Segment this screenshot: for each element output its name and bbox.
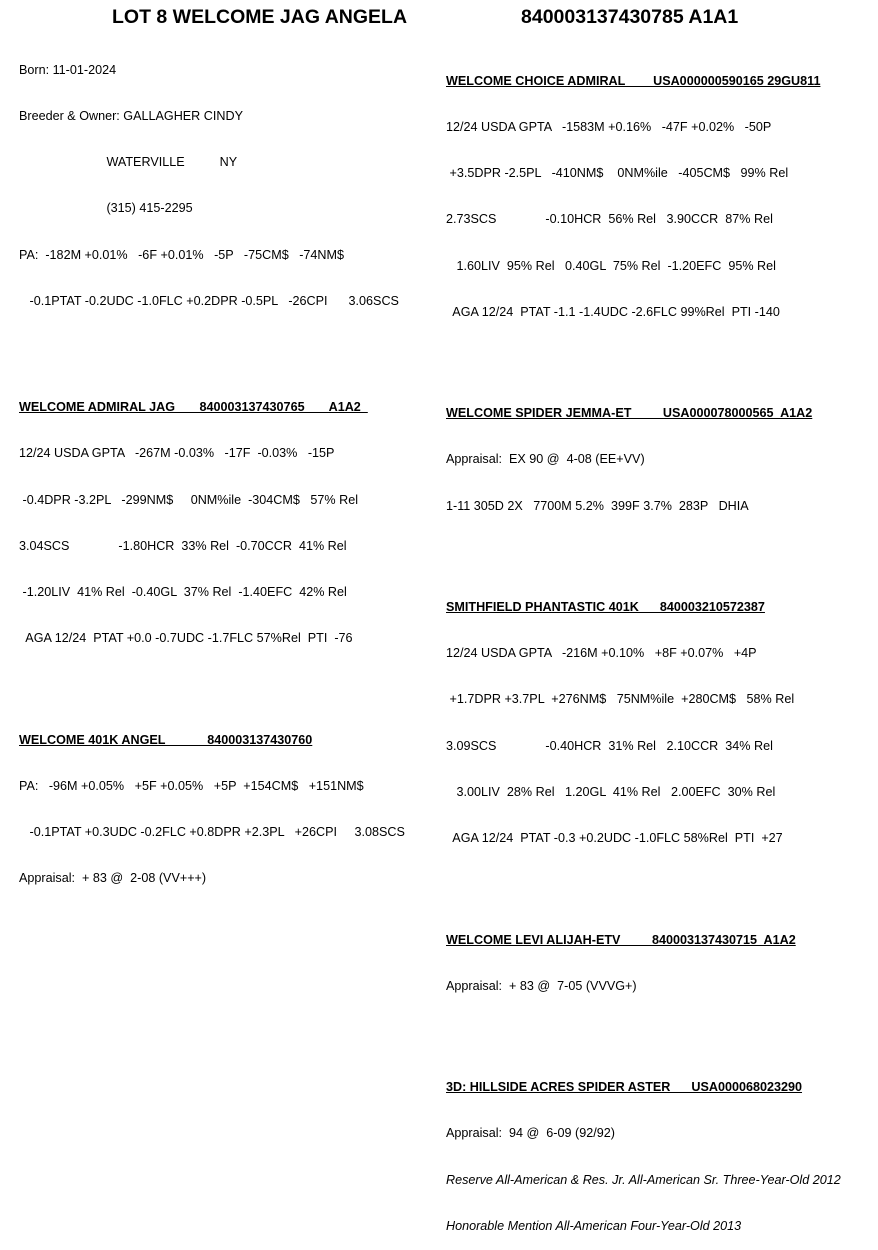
- sire-dam-line: Appraisal: EX 90 @ 4-08 (EE+VV): [446, 452, 645, 467]
- dam-line: Appraisal: + 83 @ 2-08 (VV+++): [19, 871, 207, 886]
- sire-line: -0.4DPR -3.2PL -299NM$ 0NM%ile -304CM$ 57% Rel: [19, 492, 358, 507]
- dam-line: -0.1PTAT +0.3UDC -0.2FLC +0.8DPR +2.3PL +26CPI 3.08SCS: [19, 825, 405, 840]
- spacer: [446, 351, 866, 360]
- spacer: [19, 340, 439, 354]
- sire-sire-line: AGA 12/24 PTAT -1.1 -1.4UDC -2.6FLC 99%Rel PTI -140: [446, 304, 780, 319]
- sire-sire-line: 2.73SCS -0.10HCR 56% Rel 3.90CCR 87% Rel: [446, 212, 773, 227]
- left-column: [19, 32, 439, 902]
- sire-sire-line: 12/24 USDA GPTA -1583M +0.16% -47F +0.02% -50P: [446, 120, 772, 135]
- sire-line: 12/24 USDA GPTA -267M -0.03% -17F -0.03% -15P: [19, 446, 335, 461]
- sire-sire-title: WELCOME CHOICE ADMIRAL USA000000590165 29GU811: [446, 73, 821, 88]
- breeder-owner-line: Breeder & Owner: GALLAGHER CINDY: [19, 109, 243, 124]
- sire-sire-line: 1.60LIV 95% Rel 0.40GL 75% Rel -1.20EFC 95% Rel: [446, 258, 776, 273]
- right-column: [446, 43, 866, 1250]
- sire-line: AGA 12/24 PTAT +0.0 -0.7UDC -1.7FLC 57%Rel PTI -76: [19, 631, 353, 646]
- third-dam-award: Reserve All-American & Res. Jr. All-American Sr. Three-Year-Old 2012: [446, 1172, 841, 1187]
- sire-title: WELCOME ADMIRAL JAG 840003137430765 A1A2: [19, 400, 368, 415]
- dam-sire-title: SMITHFIELD PHANTASTIC 401K 840003210572387: [446, 600, 765, 615]
- pa-traits-line: -0.1PTAT -0.2UDC -1.0FLC +0.2DPR -0.5PL -26CPI 3.06SCS: [19, 293, 399, 308]
- lot-header: [0, 6, 878, 34]
- dam-dam-line: Appraisal: + 83 @ 7-05 (VVVG+): [446, 978, 637, 993]
- third-dam-title: 3D: HILLSIDE ACRES SPIDER ASTER USA000068023290: [446, 1080, 803, 1095]
- spacer: [446, 545, 866, 554]
- third-dam-line: Appraisal: 94 @ 6-09 (92/92): [446, 1126, 615, 1141]
- dam-sire-line: 12/24 USDA GPTA -216M +0.10% +8F +0.07% +4P: [446, 646, 757, 661]
- third-dam-award: Honorable Mention All-American Four-Year-Old 2013: [446, 1218, 742, 1233]
- dam-dam-title: WELCOME LEVI ALIJAH-ETV 840003137430715 A1A2: [446, 932, 796, 947]
- dam-line: PA: -96M +0.05% +5F +0.05% +5P +154CM$ +151NM$: [19, 778, 364, 793]
- spacer: [446, 1025, 866, 1034]
- sire-dam-title: WELCOME SPIDER JEMMA-ET USA000078000565 A1A2: [446, 406, 813, 421]
- dam-sire-line: 3.09SCS -0.40HCR 31% Rel 2.10CCR 34% Rel: [446, 738, 773, 753]
- lot-title: LOT 8 WELCOME JAG ANGELA: [112, 6, 408, 28]
- spacer: [19, 677, 439, 686]
- dam-title: WELCOME 401K ANGEL 840003137430760: [19, 732, 313, 747]
- dam-sire-line: 3.00LIV 28% Rel 1.20GL 41% Rel 2.00EFC 30% Rel: [446, 784, 776, 799]
- breeder-phone-line: (315) 415-2295: [19, 201, 193, 216]
- sire-line: -1.20LIV 41% Rel -0.40GL 37% Rel -1.40EFC 42% Rel: [19, 585, 347, 600]
- spacer: [446, 877, 866, 886]
- breeder-city-line: WATERVILLE NY: [19, 155, 238, 170]
- sire-sire-line: +3.5DPR -2.5PL -410NM$ 0NM%ile -405CM$ 99% Rel: [446, 166, 789, 181]
- registration-code: 840003137430785 A1A1: [521, 6, 739, 28]
- dam-sire-line: AGA 12/24 PTAT -0.3 +0.2UDC -1.0FLC 58%Rel PTI +27: [446, 831, 783, 846]
- born-line: Born: 11-01-2024: [19, 62, 117, 77]
- sire-dam-line: 1-11 305D 2X 7700M 5.2% 399F 3.7% 283P DHIA: [446, 498, 749, 513]
- dam-sire-line: +1.7DPR +3.7PL +276NM$ 75NM%ile +280CM$ 58% Rel: [446, 692, 795, 707]
- pa-line: PA: -182M +0.01% -6F +0.01% -5P -75CM$ -74NM$: [19, 247, 345, 262]
- sire-line: 3.04SCS -1.80HCR 33% Rel -0.70CCR 41% Rel: [19, 538, 347, 553]
